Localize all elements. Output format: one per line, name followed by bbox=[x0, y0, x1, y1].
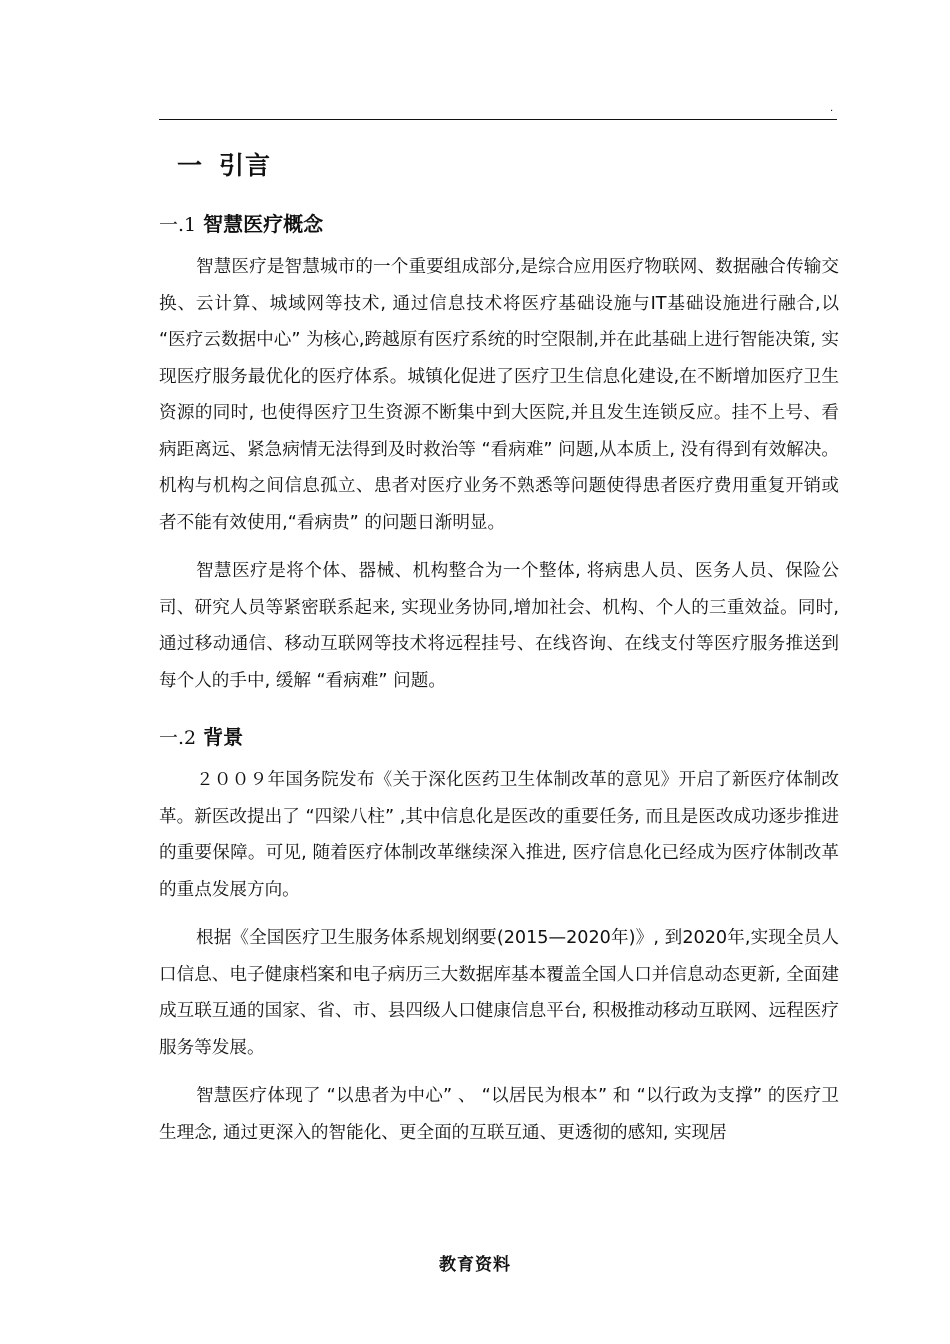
paragraph: 智慧医疗是智慧城市的一个重要组成部分,是综合应用医疗物联网、数据融合传输交换、云计算、城域网等技术, 通过信息技术将医疗基础设施与IT基础设施进行融合,以 “医疗云数据中心” 为核心,跨越原有医疗系统的时空限制,并在此基础上进行智能决策, 实现医疗服务最优化的医疗体系。城镇化促进了医疗卫生信息化建设,在不断增加医疗卫生资源的同时, 也使得医疗卫生资源不断集中到大医院,并且发生连锁反应。挂不上号、看病距离远、紧急病情无法得到及时救治等 “看病难” 问题,从本质上, 没有得到有效解决。机构与机构之间信息孤立、患者对医疗业务不熟悉等问题使得患者医疗费用重复开销或者不能有效使用,“看病贵” 的问题日渐明显。 bbox=[159, 257, 839, 533]
paragraph: 智慧医疗是将个体、器械、机构整合为一个整体, 将病患人员、医务人员、保险公司、研究人员等紧密联系起来, 实现业务协同,增加社会、机构、个人的三重效益。同时,通过移动通信、移动互联网等技术将远程挂号、在线咨询、在线支付等医疗服务推送到每个人的手中, 缓解 “看病难” 问题。 bbox=[159, 561, 839, 691]
paragraph: 根据《全国医疗卫生服务体系规划纲要(2015—2020年)》, 到2020年,实现全员人口信息、电子健康档案和电子病历三大数据库基本覆盖全国人口并信息动态更新, 全面建成互联互通的国家、省、市、县四级人口健康信息平台, 积极推动移动互联网、远程医疗服务等发展。 bbox=[159, 928, 839, 1058]
section-number: 一.2 bbox=[159, 727, 197, 749]
chapter-number: 一 bbox=[177, 151, 204, 180]
section-heading-background bbox=[159, 721, 839, 754]
section-title: 智慧医疗概念 bbox=[203, 212, 324, 236]
document-body bbox=[159, 140, 839, 1151]
section-number: 一.1 bbox=[159, 214, 197, 236]
section-title: 背景 bbox=[203, 725, 244, 749]
footer-label: 教育资料 bbox=[439, 1255, 511, 1275]
chapter-heading bbox=[177, 146, 839, 186]
header-mark: . bbox=[830, 103, 834, 114]
header-rule bbox=[159, 119, 837, 120]
paragraph: 智慧医疗体现了 “以患者为中心” 、 “以居民为根本” 和 “以行政为支撑” 的医疗卫生理念, 通过更深入的智能化、更全面的互联互通、更透彻的感知, 实现居 bbox=[159, 1086, 839, 1143]
chapter-title: 引言 bbox=[219, 151, 272, 180]
section-heading-concept bbox=[159, 208, 839, 241]
paragraph: ２００９年国务院发布《关于深化医药卫生体制改革的意见》开启了新医疗体制改革。新医改提出了 “四梁八柱” ,其中信息化是医改的重要任务, 而且是医改成功逐步推进的重要保障。可见, 随着医疗体制改革继续深入推进, 医疗信息化已经成为医疗体制改革的重点发展方向。 bbox=[159, 770, 839, 900]
